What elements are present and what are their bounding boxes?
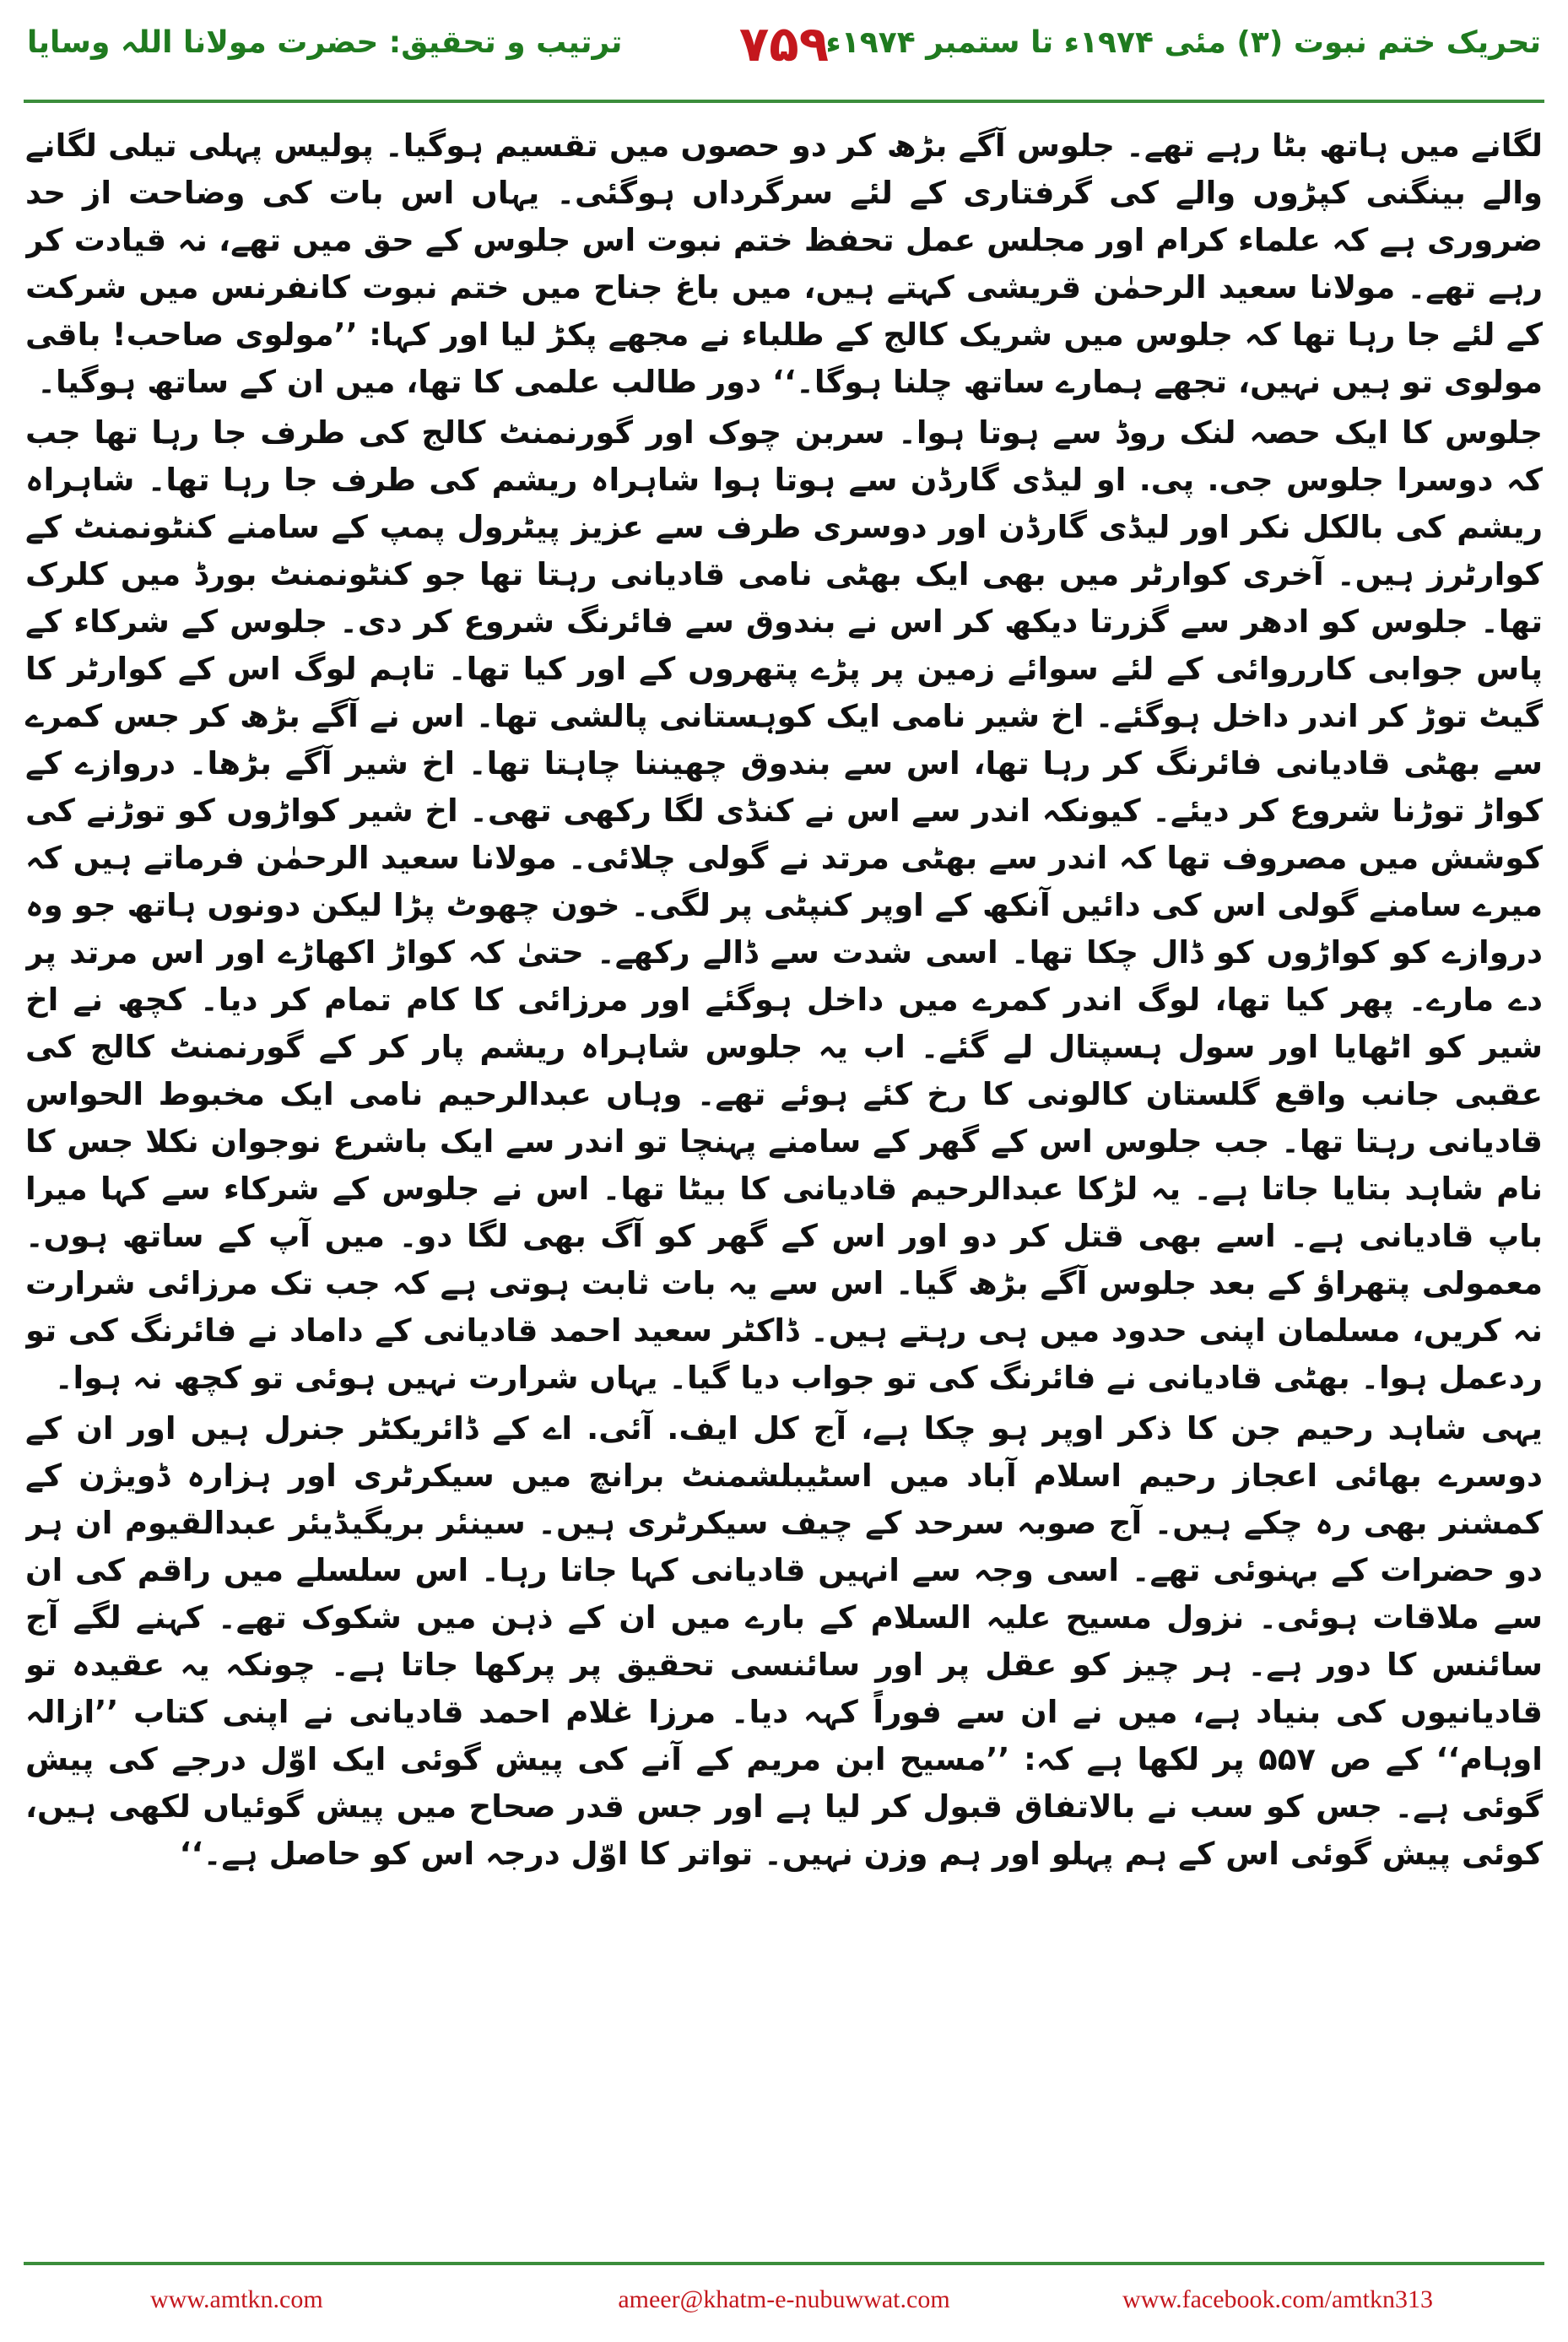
footer-facebook-link[interactable]: www.facebook.com/amtkn313 bbox=[1122, 2285, 1433, 2313]
footer-divider bbox=[24, 2262, 1544, 2265]
page-footer bbox=[0, 2279, 1568, 2329]
header-compiler-credit: ترتیب و تحقیق: حضرت مولانا اللہ وسایا bbox=[27, 25, 623, 60]
paragraph-1: لگانے میں ہاتھ بٹا رہے تھے۔ جلوس آگے بڑھ کر دو حصوں میں تقسیم ہوگیا۔ پولیس پہلی تیلی لگانے والے بینگنی کپڑوں والے کی گرفتاری کے لئے سرگرداں ہوگئی۔ یہاں اس بات کی وضاحت از حد ضروری ہے کہ علماء کرام اور مجلس عمل تحفظ ختم نبوت اس جلوس کے حق میں تھے، نہ قیادت کر رہے تھے۔ مولانا سعید الرحمٰن قریشی کہتے ہیں، میں باغ جناح میں ختم نبوت کانفرنس میں شرکت کے لئے جا رہا تھا کہ جلوس میں شریک کالج کے طلباء نے مجھے پکڑ لیا اور کہا: ’’مولوی صاحب! باقی مولوی تو ہیں نہیں، تجھے ہمارے ساتھ چلنا ہوگا۔‘‘ دور طالب علمی کا تھا، میں ان کے ساتھ ہوگیا۔ bbox=[25, 127, 1543, 400]
footer-website-link[interactable]: www.amtkn.com bbox=[150, 2285, 323, 2313]
header-book-title: تحریک ختم نبوت (۳) مئی ۱۹۷۴ء تا ستمبر ۱۹۷۴ء bbox=[825, 25, 1541, 60]
paragraph-3: یہی شاہد رحیم جن کا ذکر اوپر ہو چکا ہے، آج کل ایف. آئی. اے کے ڈائریکٹر جنرل ہیں اور ان کے دوسرے بھائی اعجاز رحیم اسلام آباد میں اسٹیبلشمنٹ برانچ میں سیکرٹری اور ہزارہ ڈویژن کے کمشنر بھی رہ چکے ہیں۔ آج صوبہ سرحد کے چیف سیکرٹری ہیں۔ سینئر بریگیڈیئر عبدالقیوم ان ہر دو حضرات کے بہنوئی تھے۔ اسی وجہ سے انہیں قادیانی کہا جاتا رہا۔ اس سلسلے میں راقم کی ان سے ملاقات ہوئی۔ نزول مسیح علیہ السلام کے بارے میں ان کے ذہن میں شکوک تھے۔ کہنے لگے آج سائنس کا دور ہے۔ ہر چیز کو عقل پر اور سائنسی تحقیق پر پرکھا جاتا ہے۔ چونکہ یہ عقیدہ تو قادیانیوں کی بنیاد ہے، میں نے ان سے فوراً کہہ دیا۔ مرزا غلام احمد قادیانی نے اپنی کتاب ’’ازالہ اوہام‘‘ کے ص ۵۵۷ پر لکھا ہے کہ: ’’مسیح ابن مریم کے آنے کی پیش گوئی ایک اوّل درجے کی پیش گوئی ہے۔ جس کو سب نے بالاتفاق قبول کر لیا ہے اور جس قدر صحاح میں پیش گوئیاں لکھی ہیں، کوئی پیش گوئی اس کے ہم پہلو اور ہم وزن نہیں۔ تواتر کا اوّل درجہ اس کو حاصل ہے۔‘‘ bbox=[25, 1410, 1543, 1872]
paragraph-2: جلوس کا ایک حصہ لنک روڈ سے ہوتا ہوا۔ سربن چوک اور گورنمنٹ کالج کی طرف جا رہا تھا جب کہ دوسرا جلوس جی. پی. او لیڈی گارڈن سے ہوتا ہوا شاہراہ ریشم کی طرف جا رہا تھا۔ شاہراہ ریشم کی بالکل نکر اور لیڈی گارڈن اور دوسری طرف سے عزیز پیٹرول پمپ کے سامنے کنٹونمنٹ کے کوارٹرز ہیں۔ آخری کوارٹر میں بھی ایک بھٹی نامی قادیانی رہتا تھا جو کنٹونمنٹ بورڈ میں کلرک تھا۔ جلوس کو ادھر سے گزرتا دیکھ کر اس نے بندوق سے فائرنگ شروع کر دی۔ جلوس کے شرکاء کے پاس جوابی کارروائی کے لئے سوائے زمین پر پڑے پتھروں کے اور کیا تھا۔ تاہم لوگ اس کے کوارٹر کا گیٹ توڑ کر اندر داخل ہوگئے۔ اخ شیر نامی ایک کوہستانی پالشی تھا۔ اس نے آگے بڑھ کر جس کمرے سے بھٹی قادیانی فائرنگ کر رہا تھا، اس سے بندوق چھیننا چاہتا تھا۔ اخ شیر آگے بڑھا۔ دروازے کے کواڑ توڑنا شروع کر دیئے۔ کیونکہ اندر سے اس نے کنڈی لگا رکھی تھی۔ اخ شیر کواڑوں کو توڑنے کی کوشش میں مصروف تھا کہ اندر سے بھٹی مرتد نے گولی چلائی۔ مولانا سعید الرحمٰن فرماتے ہیں کہ میرے سامنے گولی اس کی دائیں آنکھ کے اوپر کنپٹی پر لگی۔ خون چھوٹ پڑا لیکن دونوں ہاتھ جو وہ دروازے کو کواڑوں کو ڈال چکا تھا۔ اسی شدت سے ڈالے رکھے۔ حتیٰ کہ کواڑ اکھاڑے اور اس مرتد پر دے مارے۔ پھر کیا تھا، لوگ اندر کمرے میں داخل ہوگئے اور مرزائی کا کام تمام کر دیا۔ کچھ نے اخ شیر کو اٹھایا اور سول ہسپتال لے گئے۔ اب یہ جلوس شاہراہ ریشم پار کر کے گورنمنٹ کالج کی عقبی جانب واقع گلستان کالونی کا رخ کئے ہوئے تھے۔ وہاں عبدالرحیم نامی ایک مخبوط الحواس قادیانی رہتا تھا۔ جب جلوس اس کے گھر کے سامنے پہنچا تو اندر سے ایک باشرع نوجوان نکلا جس کا نام شاہد بتایا جاتا ہے۔ یہ لڑکا عبدالرحیم قادیانی کا بیٹا تھا۔ اس نے جلوس کے شرکاء سے کہا میرا باپ قادیانی ہے۔ اسے بھی قتل کر دو اور اس کے گھر کو آگ بھی لگا دو۔ میں آپ کے ساتھ ہوں۔ معمولی پتھراؤ کے بعد جلوس آگے بڑھ گیا۔ اس سے یہ بات ثابت ہوتی ہے کہ جب تک مرزائی شرارت نہ کریں، مسلمان اپنی حدود میں ہی رہتے ہیں۔ ڈاکٹر سعید احمد قادیانی کے داماد نے فائرنگ کی تو ردعمل ہوا۔ بھٹی قادیانی نے فائرنگ کی تو جواب دیا گیا۔ یہاں شرارت نہیں ہوئی تو کچھ نہ ہوا۔ bbox=[25, 414, 1543, 1396]
page-header bbox=[0, 0, 1568, 95]
header-divider bbox=[24, 100, 1544, 103]
footer-email-link[interactable]: ameer@khatm-e-nubuwwat.com bbox=[618, 2285, 950, 2313]
page-body bbox=[25, 122, 1543, 2249]
page-number: ۷۵۹ bbox=[738, 15, 830, 73]
